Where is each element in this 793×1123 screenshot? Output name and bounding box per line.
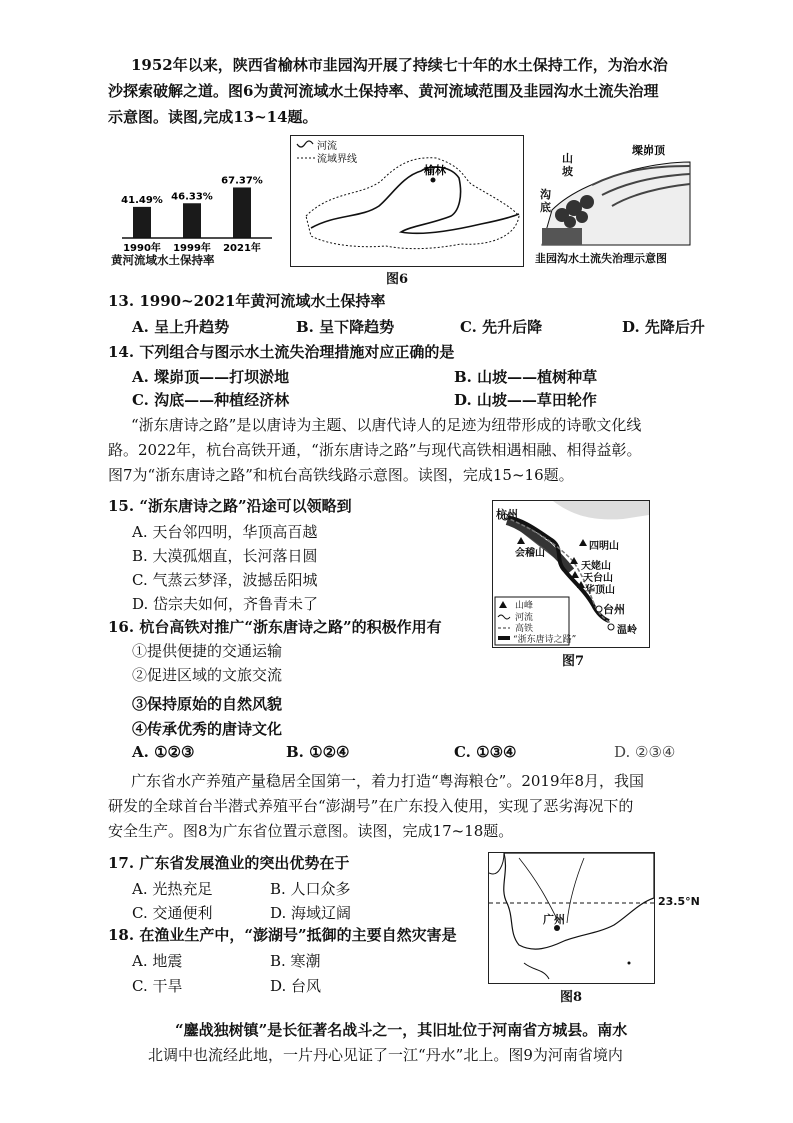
legend-peak-label: 山峰 — [515, 601, 534, 611]
fig7-map — [492, 500, 650, 648]
q13-option-c[interactable]: C. 先升后降 — [460, 318, 543, 336]
q16-option-b[interactable]: B. ①②④ — [286, 743, 350, 761]
legend-river-label: 河流 — [317, 141, 337, 152]
mountain-huading: 华顶山 — [585, 585, 615, 596]
q14-option-b[interactable]: B. 山坡——植树种草 — [454, 368, 598, 386]
bar-chart-title: 黄河流域水土保持率 — [111, 253, 215, 267]
q13-option-b[interactable]: B. 呈下降趋势 — [296, 318, 395, 336]
q15-option-a[interactable]: A. 天台邻四明，华顶高百越 — [132, 523, 318, 541]
mountain-siming: 四明山 — [589, 541, 619, 552]
river-map-svg — [291, 136, 523, 266]
q16-item-4: ④传承优秀的唐诗文化 — [132, 720, 283, 738]
city-hangzhou: 杭州 — [496, 508, 518, 521]
q18-option-d[interactable]: D. 台风 — [270, 977, 322, 995]
intro3-line2: 研发的全球首台半潜式养殖平台“澎湖号”在广东投入使用，实现了恶劣海况下的 — [108, 797, 634, 815]
fig6-river-map — [290, 135, 524, 267]
bar-value-label: 46.33% — [171, 191, 213, 203]
intro4-line2: 北调中也流经此地，一片丹心见证了一江“丹水”北上。图9为河南省境内 — [148, 1046, 623, 1064]
q15-option-d[interactable]: D. 岱宗夫如何，齐鲁青未了 — [132, 595, 319, 613]
yulin-label: 榆林 — [424, 164, 446, 177]
city-guangzhou: 广州 — [543, 913, 565, 926]
q17-option-c[interactable]: C. 交通便利 — [132, 904, 213, 922]
wenling-dot — [608, 624, 614, 630]
taizhou-dot — [596, 606, 602, 612]
basin-boundary — [306, 158, 519, 249]
label-slope-vertical: 山坡 — [562, 152, 573, 178]
river-legend-icon — [297, 141, 313, 147]
intro3-line1: 广东省水产养殖产量稳居全国第一，着力打造“粤海粮仓”。2019年8月，我国 — [131, 772, 645, 790]
bar-category-label: 1990年 — [123, 243, 161, 254]
fig6-erosion-sketch — [532, 140, 692, 270]
mountain-kuaiji: 会稽山 — [515, 548, 545, 559]
q15-option-b[interactable]: B. 大漠孤烟直，长河落日圆 — [132, 547, 318, 565]
intro1-line2: 沙探索破解之道。图6为黄河流域水土保持率、黄河流域范围及韭园沟水土流失治理 — [108, 82, 659, 100]
label-valley-vertical: 沟底 — [540, 188, 551, 214]
q17-option-d[interactable]: D. 海域辽阔 — [270, 904, 352, 922]
q16-item-3: ③保持原始的自然风貌 — [132, 695, 283, 713]
q14-option-a[interactable]: A. 墚峁顶——打坝淤地 — [132, 368, 290, 386]
q13-option-d[interactable]: D. 先降后升 — [622, 318, 705, 336]
q15-stem: 15. “浙东唐诗之路”沿途可以领略到 — [108, 497, 352, 515]
q16-option-c[interactable]: C. ①③④ — [454, 743, 517, 761]
city-taizhou: 台州 — [603, 603, 625, 616]
q18-option-c[interactable]: C. 干旱 — [132, 977, 183, 995]
check-dam — [542, 228, 582, 245]
bar-value-label: 67.37% — [221, 175, 263, 187]
legend-route-label: “浙东唐诗之路” — [513, 635, 577, 645]
q17-option-b[interactable]: B. 人口众多 — [270, 880, 351, 898]
intro2-line1: “浙东唐诗之路”是以唐诗为主题、以唐代诗人的足迹为纽带形成的诗歌文化线 — [131, 416, 642, 434]
q16-item-2: ②促进区域的文旅交流 — [132, 666, 283, 684]
q17-option-a[interactable]: A. 光热充足 — [132, 880, 213, 898]
fig8-map — [488, 852, 655, 984]
q13-stem: 13. 1990~2021年黄河流域水土保持率 — [108, 292, 386, 310]
q14-option-d[interactable]: D. 山坡——草田轮作 — [454, 391, 597, 409]
q18-option-b[interactable]: B. 寒潮 — [270, 952, 321, 970]
island-dot — [628, 962, 631, 965]
legend-railway-label: 高铁 — [515, 624, 534, 634]
legend-river-label: 河流 — [515, 613, 534, 623]
intro1-line3: 示意图。读图,完成13~14题。 — [108, 108, 318, 126]
q14-option-c[interactable]: C. 沟底——种植经济林 — [132, 391, 290, 409]
q18-option-a[interactable]: A. 地震 — [132, 952, 183, 970]
yellow-river — [311, 167, 519, 233]
q16-option-d[interactable]: D. ②③④ — [614, 743, 676, 761]
latitude-label: 23.5°N — [658, 895, 700, 908]
intro2-line2: 路。2022年，杭台高铁开通，“浙东唐诗之路”与现代高铁相遇相融、相得益彰。 — [108, 441, 642, 459]
fig8-svg — [489, 853, 654, 983]
q16-option-a[interactable]: A. ①②③ — [132, 743, 195, 761]
label-ridge-top: 墚峁顶 — [632, 144, 665, 157]
fig6-caption: 图6 — [386, 272, 409, 287]
fig8-caption: 图8 — [560, 990, 583, 1005]
bar-1999年 — [183, 203, 201, 238]
border-line — [489, 853, 504, 874]
legend-boundary-label: 流域界线 — [317, 154, 357, 165]
bar-category-label: 1999年 — [173, 243, 211, 254]
sketch-title: 韭园沟水土流失治理示意图 — [535, 252, 667, 265]
mountain-tianmu: 天姥山 — [581, 561, 611, 572]
intro4-line1: “鏖战独树镇”是长征著名战斗之一，其旧址位于河南省方城县。南水 — [175, 1021, 628, 1039]
fig7-caption: 图7 — [562, 654, 585, 669]
bar-category-label: 2021年 — [223, 243, 261, 254]
bar-2021年 — [233, 187, 251, 238]
island-outline — [524, 963, 549, 979]
mountain-tiantai: 天台山 — [583, 573, 613, 584]
intro3-line3: 安全生产。图8为广东省位置示意图。读图，完成17~18题。 — [108, 822, 514, 840]
q17-stem: 17. 广东省发展渔业的突出优势在于 — [108, 854, 350, 872]
q16-item-1: ①提供便捷的交通运输 — [132, 642, 283, 660]
bar-value-label: 41.49% — [121, 194, 163, 206]
city-wenling: 温岭 — [617, 625, 637, 636]
q18-stem: 18. 在渔业生产中，“澎湖号”抵御的主要自然灾害是 — [108, 926, 457, 944]
bar-1990年 — [133, 207, 151, 238]
q13-option-a[interactable]: A. 呈上升趋势 — [132, 318, 230, 336]
yulin-dot — [431, 178, 436, 183]
intro1-line1: 1952年以来，陕西省榆林市韭园沟开展了持续七十年的水土保持工作，为治水治 — [131, 56, 668, 74]
intro2-line3: 图7为“浙东唐诗之路”和杭台高铁线路示意图。读图，完成15~16题。 — [108, 466, 574, 484]
q15-option-c[interactable]: C. 气蒸云梦泽，波撼岳阳城 — [132, 571, 318, 589]
q16-stem: 16. 杭台高铁对推广“浙东唐诗之路”的积极作用有 — [108, 618, 442, 636]
q14-stem: 14. 下列组合与图示水土流失治理措施对应正确的是 — [108, 343, 455, 361]
